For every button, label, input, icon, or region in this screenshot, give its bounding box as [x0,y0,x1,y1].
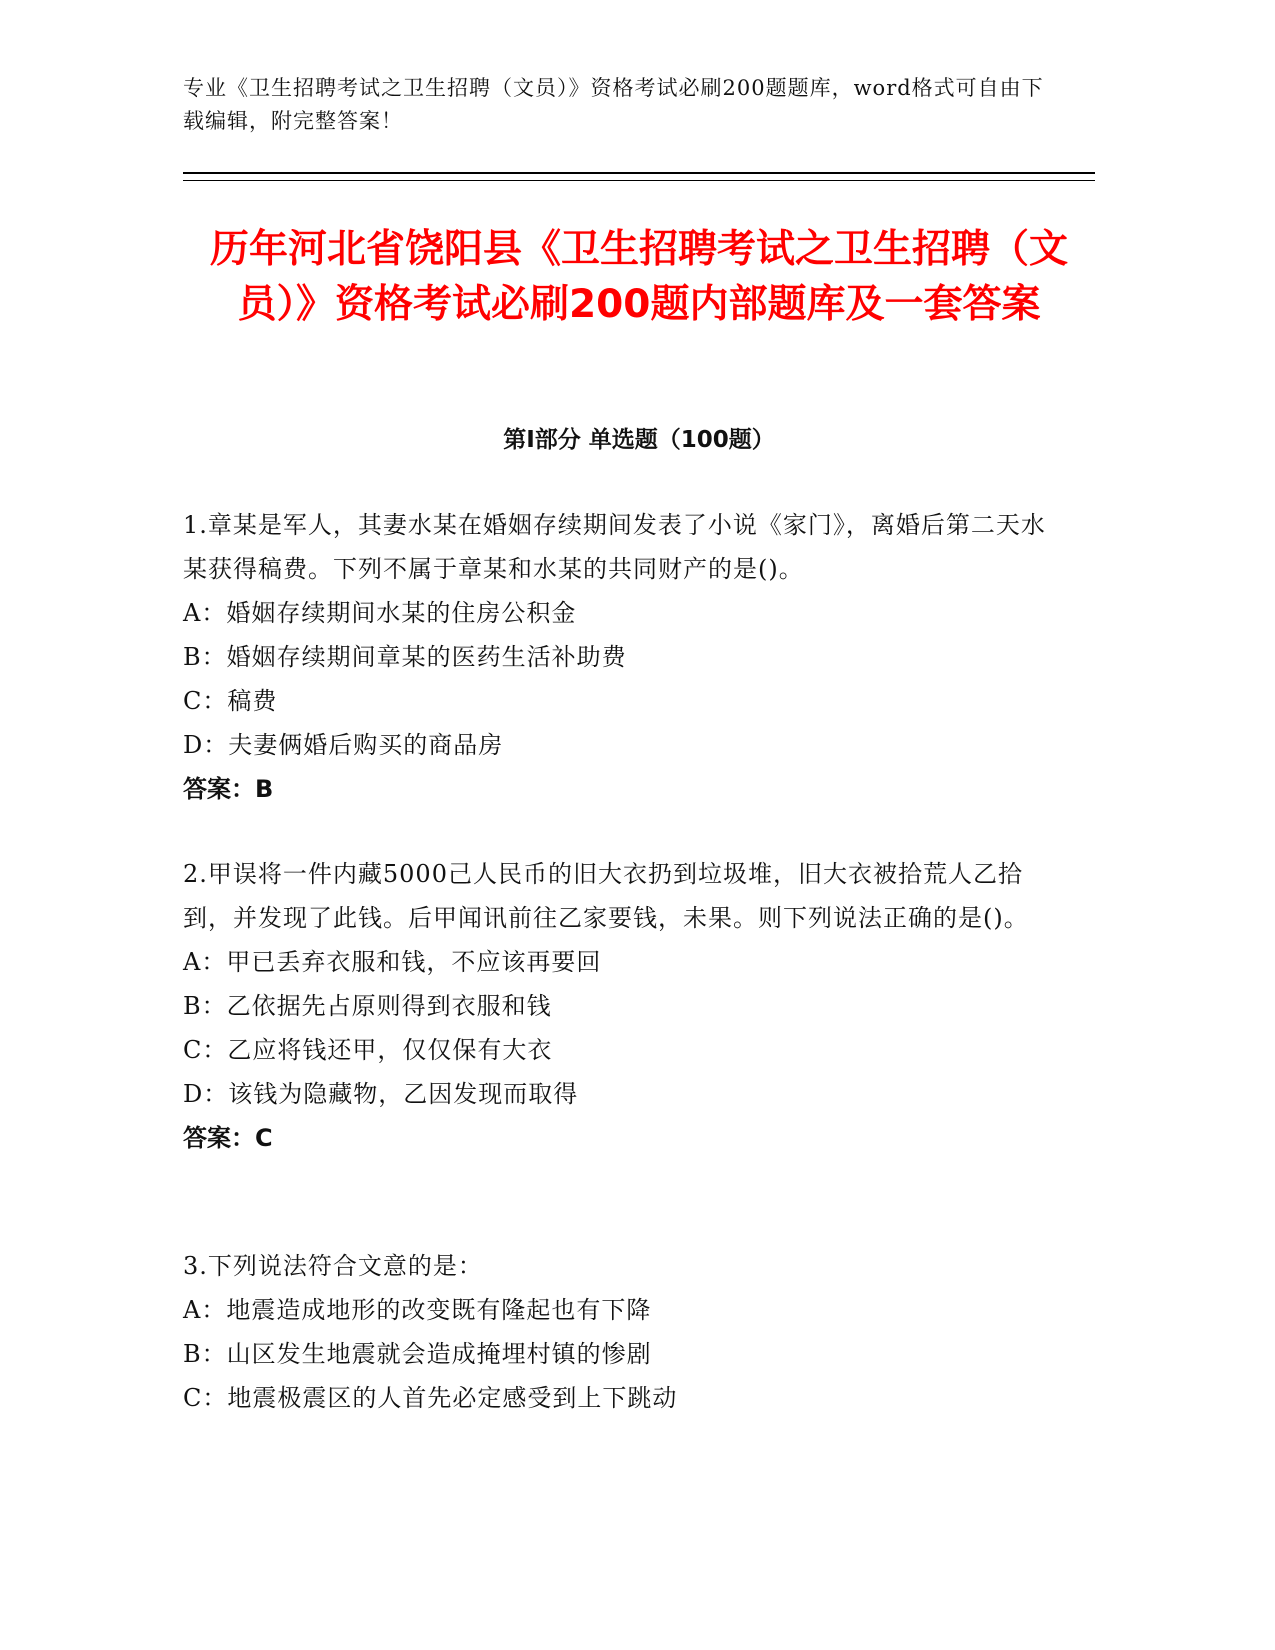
option-c: C：稿费 [183,687,278,715]
option-a: A：地震造成地形的改变既有隆起也有下降 [183,1296,652,1324]
answer: 答案：B [183,775,274,803]
question-stem: 2.甲误将一件内藏5000己人民币的旧大衣扔到垃圾堆，旧大衣被拾荒人乙拾到，并发现了此钱。后甲闻讯前往乙家要钱，未果。则下列说法正确的是()。 [183,860,1029,932]
question-3 [183,1244,1063,1420]
option-c: C：地震极震区的人首先必定感受到上下跳动 [183,1384,678,1412]
header-rule-thin [183,180,1095,181]
header-note: 专业《卫生招聘考试之卫生招聘（文员）》资格考试必刷200题题库，word格式可自由下载编辑，附完整答案！ [183,76,1044,133]
document-title: 历年河北省饶阳县《卫生招聘考试之卫生招聘（文员）》资格考试必刷200题内部题库及一套答案 [209,227,1068,327]
answer: 答案：C [183,1124,273,1152]
question-1 [183,503,1063,811]
question-stem: 1.章某是军人，其妻水某在婚姻存续期间发表了小说《家门》，离婚后第二天水某获得稿费。下列不属于章某和水某的共同财产的是()。 [183,511,1046,583]
option-a: A：婚姻存续期间水某的住房公积金 [183,599,577,627]
question-stem: 3.下列说法符合文意的是： [183,1252,483,1280]
option-a: A：甲已丢弃衣服和钱，不应该再要回 [183,948,602,976]
option-d: D：该钱为隐藏物，乙因发现而取得 [183,1080,579,1108]
question-2 [183,852,1063,1160]
header-rule-thick [183,172,1095,174]
option-c: C：乙应将钱还甲，仅仅保有大衣 [183,1036,553,1064]
option-d: D：夫妻俩婚后购买的商品房 [183,731,504,759]
section-heading: 第Ⅰ部分 单选题（100题） [503,427,775,453]
option-b: B：山区发生地震就会造成掩埋村镇的惨剧 [183,1340,652,1368]
option-b: B：乙依据先占原则得到衣服和钱 [183,992,552,1020]
option-b: B：婚姻存续期间章某的医药生活补助费 [183,643,627,671]
